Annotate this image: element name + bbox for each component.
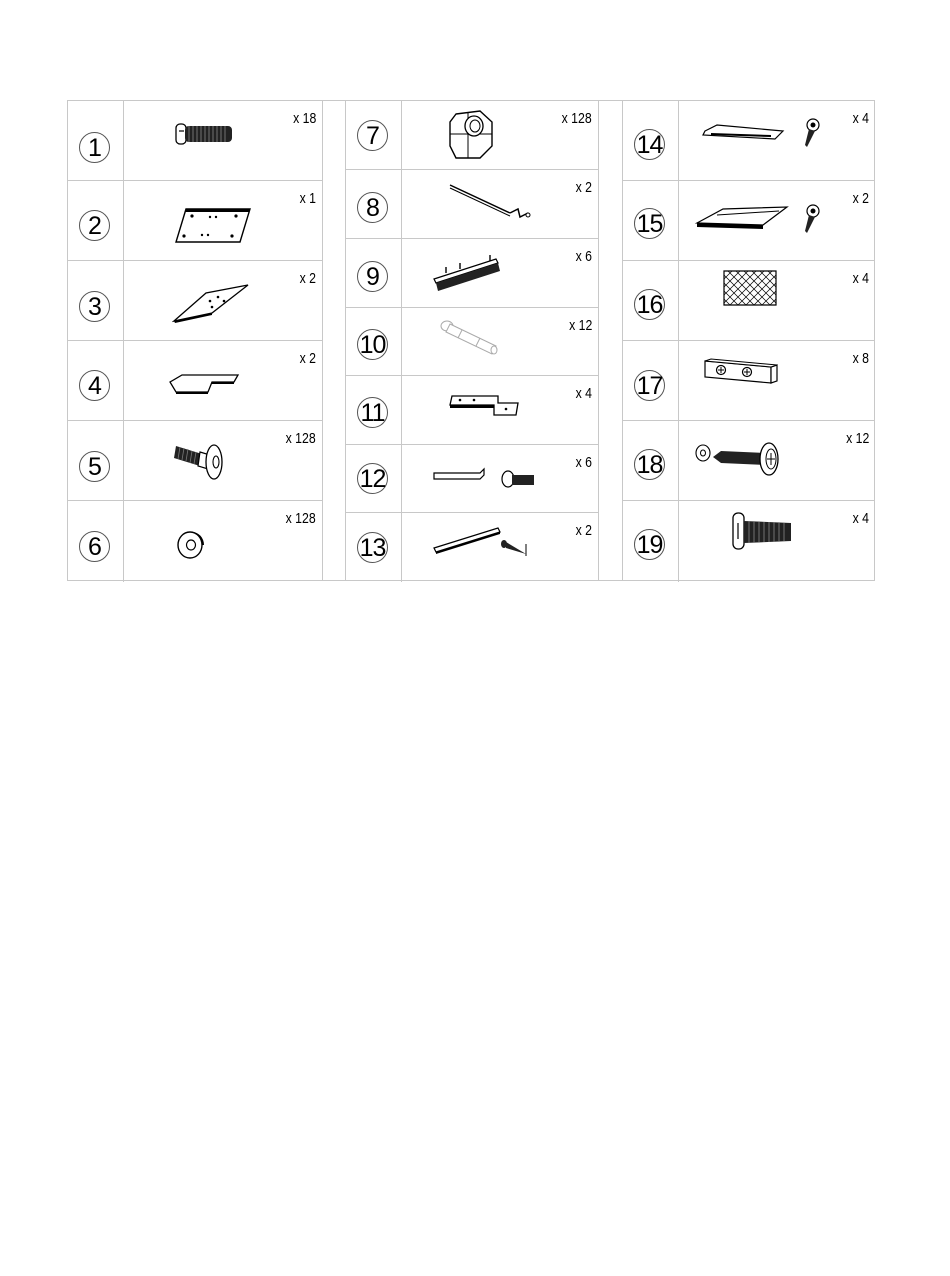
part-quantity: x 8 [852, 350, 869, 367]
pin-bolt-icon [438, 316, 504, 365]
part-quantity: x 2 [852, 190, 869, 207]
part-number: 6 [79, 531, 110, 562]
part-quantity: x 18 [292, 110, 316, 127]
machine-screw-icon [731, 509, 795, 558]
part-number: 2 [79, 210, 110, 241]
block-and-screw-icon [432, 467, 536, 500]
part-number: 18 [634, 449, 665, 480]
part-quantity: x 2 [575, 179, 592, 196]
part-row-19 [623, 501, 875, 582]
part-row-5 [68, 421, 322, 501]
part-number: 8 [357, 192, 388, 223]
part-number: 12 [357, 463, 388, 494]
part-number: 11 [357, 397, 388, 428]
part-row-17 [623, 341, 875, 421]
part-number: 17 [634, 370, 665, 401]
corner-bracket-icon [448, 393, 520, 424]
part-quantity: x 6 [575, 454, 592, 471]
parts-sheet [67, 100, 875, 581]
part-row-14 [623, 101, 875, 181]
part-number: 5 [79, 451, 110, 482]
part-number: 3 [79, 291, 110, 322]
part-quantity: x 4 [852, 110, 869, 127]
part-row-10 [346, 308, 598, 376]
part-number: 19 [634, 529, 665, 560]
parts-column-1 [68, 101, 323, 580]
part-quantity: x 4 [852, 510, 869, 527]
part-row-8 [346, 170, 598, 239]
mesh-pad-icon [722, 269, 778, 312]
part-number: 15 [634, 208, 665, 239]
part-row-2 [68, 181, 322, 261]
washer-icon [174, 527, 210, 566]
part-row-9 [346, 239, 598, 308]
part-row-16 [623, 261, 875, 341]
part-row-7 [346, 101, 598, 170]
part-row-4 [68, 341, 322, 421]
part-number: 10 [357, 329, 388, 360]
parts-column-3 [622, 101, 875, 580]
part-number: 13 [357, 532, 388, 563]
part-quantity: x 128 [561, 110, 592, 127]
part-number: 14 [634, 129, 665, 160]
part-number: 7 [357, 120, 388, 151]
rail-and-screw-icon [701, 115, 821, 158]
hex-nut-icon [446, 108, 496, 167]
part-quantity: x 12 [568, 317, 592, 334]
strip-and-wood-screw-icon [432, 520, 530, 565]
part-quantity: x 12 [845, 430, 869, 447]
mounting-plate-icon [172, 206, 252, 251]
part-row-12 [346, 445, 598, 513]
part-number: 9 [357, 261, 388, 292]
part-quantity: x 128 [285, 430, 316, 447]
parts-column-2 [345, 101, 599, 580]
part-quantity: x 1 [299, 190, 316, 207]
part-quantity: x 2 [299, 270, 316, 287]
shoulder-bolt-icon [172, 436, 232, 489]
part-quantity: x 128 [285, 510, 316, 527]
part-row-6 [68, 501, 322, 582]
part-row-15 [623, 181, 875, 261]
part-row-13 [346, 513, 598, 582]
brush-strip-icon [430, 249, 506, 298]
washer-and-screw-icon [693, 439, 793, 488]
part-row-11 [346, 376, 598, 445]
part-row-18 [623, 421, 875, 501]
part-number: 4 [79, 370, 110, 401]
crank-rod-icon [448, 183, 532, 232]
part-number: 16 [634, 289, 665, 320]
threaded-bolt-icon [173, 119, 237, 154]
diamond-plate-icon [172, 283, 252, 330]
part-row-1 [68, 101, 322, 181]
part-quantity: x 2 [575, 522, 592, 539]
wide-rail-and-screw-icon [693, 199, 823, 246]
connector-block-icon [701, 357, 779, 392]
part-quantity: x 6 [575, 248, 592, 265]
l-plate-icon [168, 372, 240, 401]
part-quantity: x 4 [852, 270, 869, 287]
part-quantity: x 2 [299, 350, 316, 367]
part-row-3 [68, 261, 322, 341]
part-number: 1 [79, 132, 110, 163]
part-quantity: x 4 [575, 385, 592, 402]
